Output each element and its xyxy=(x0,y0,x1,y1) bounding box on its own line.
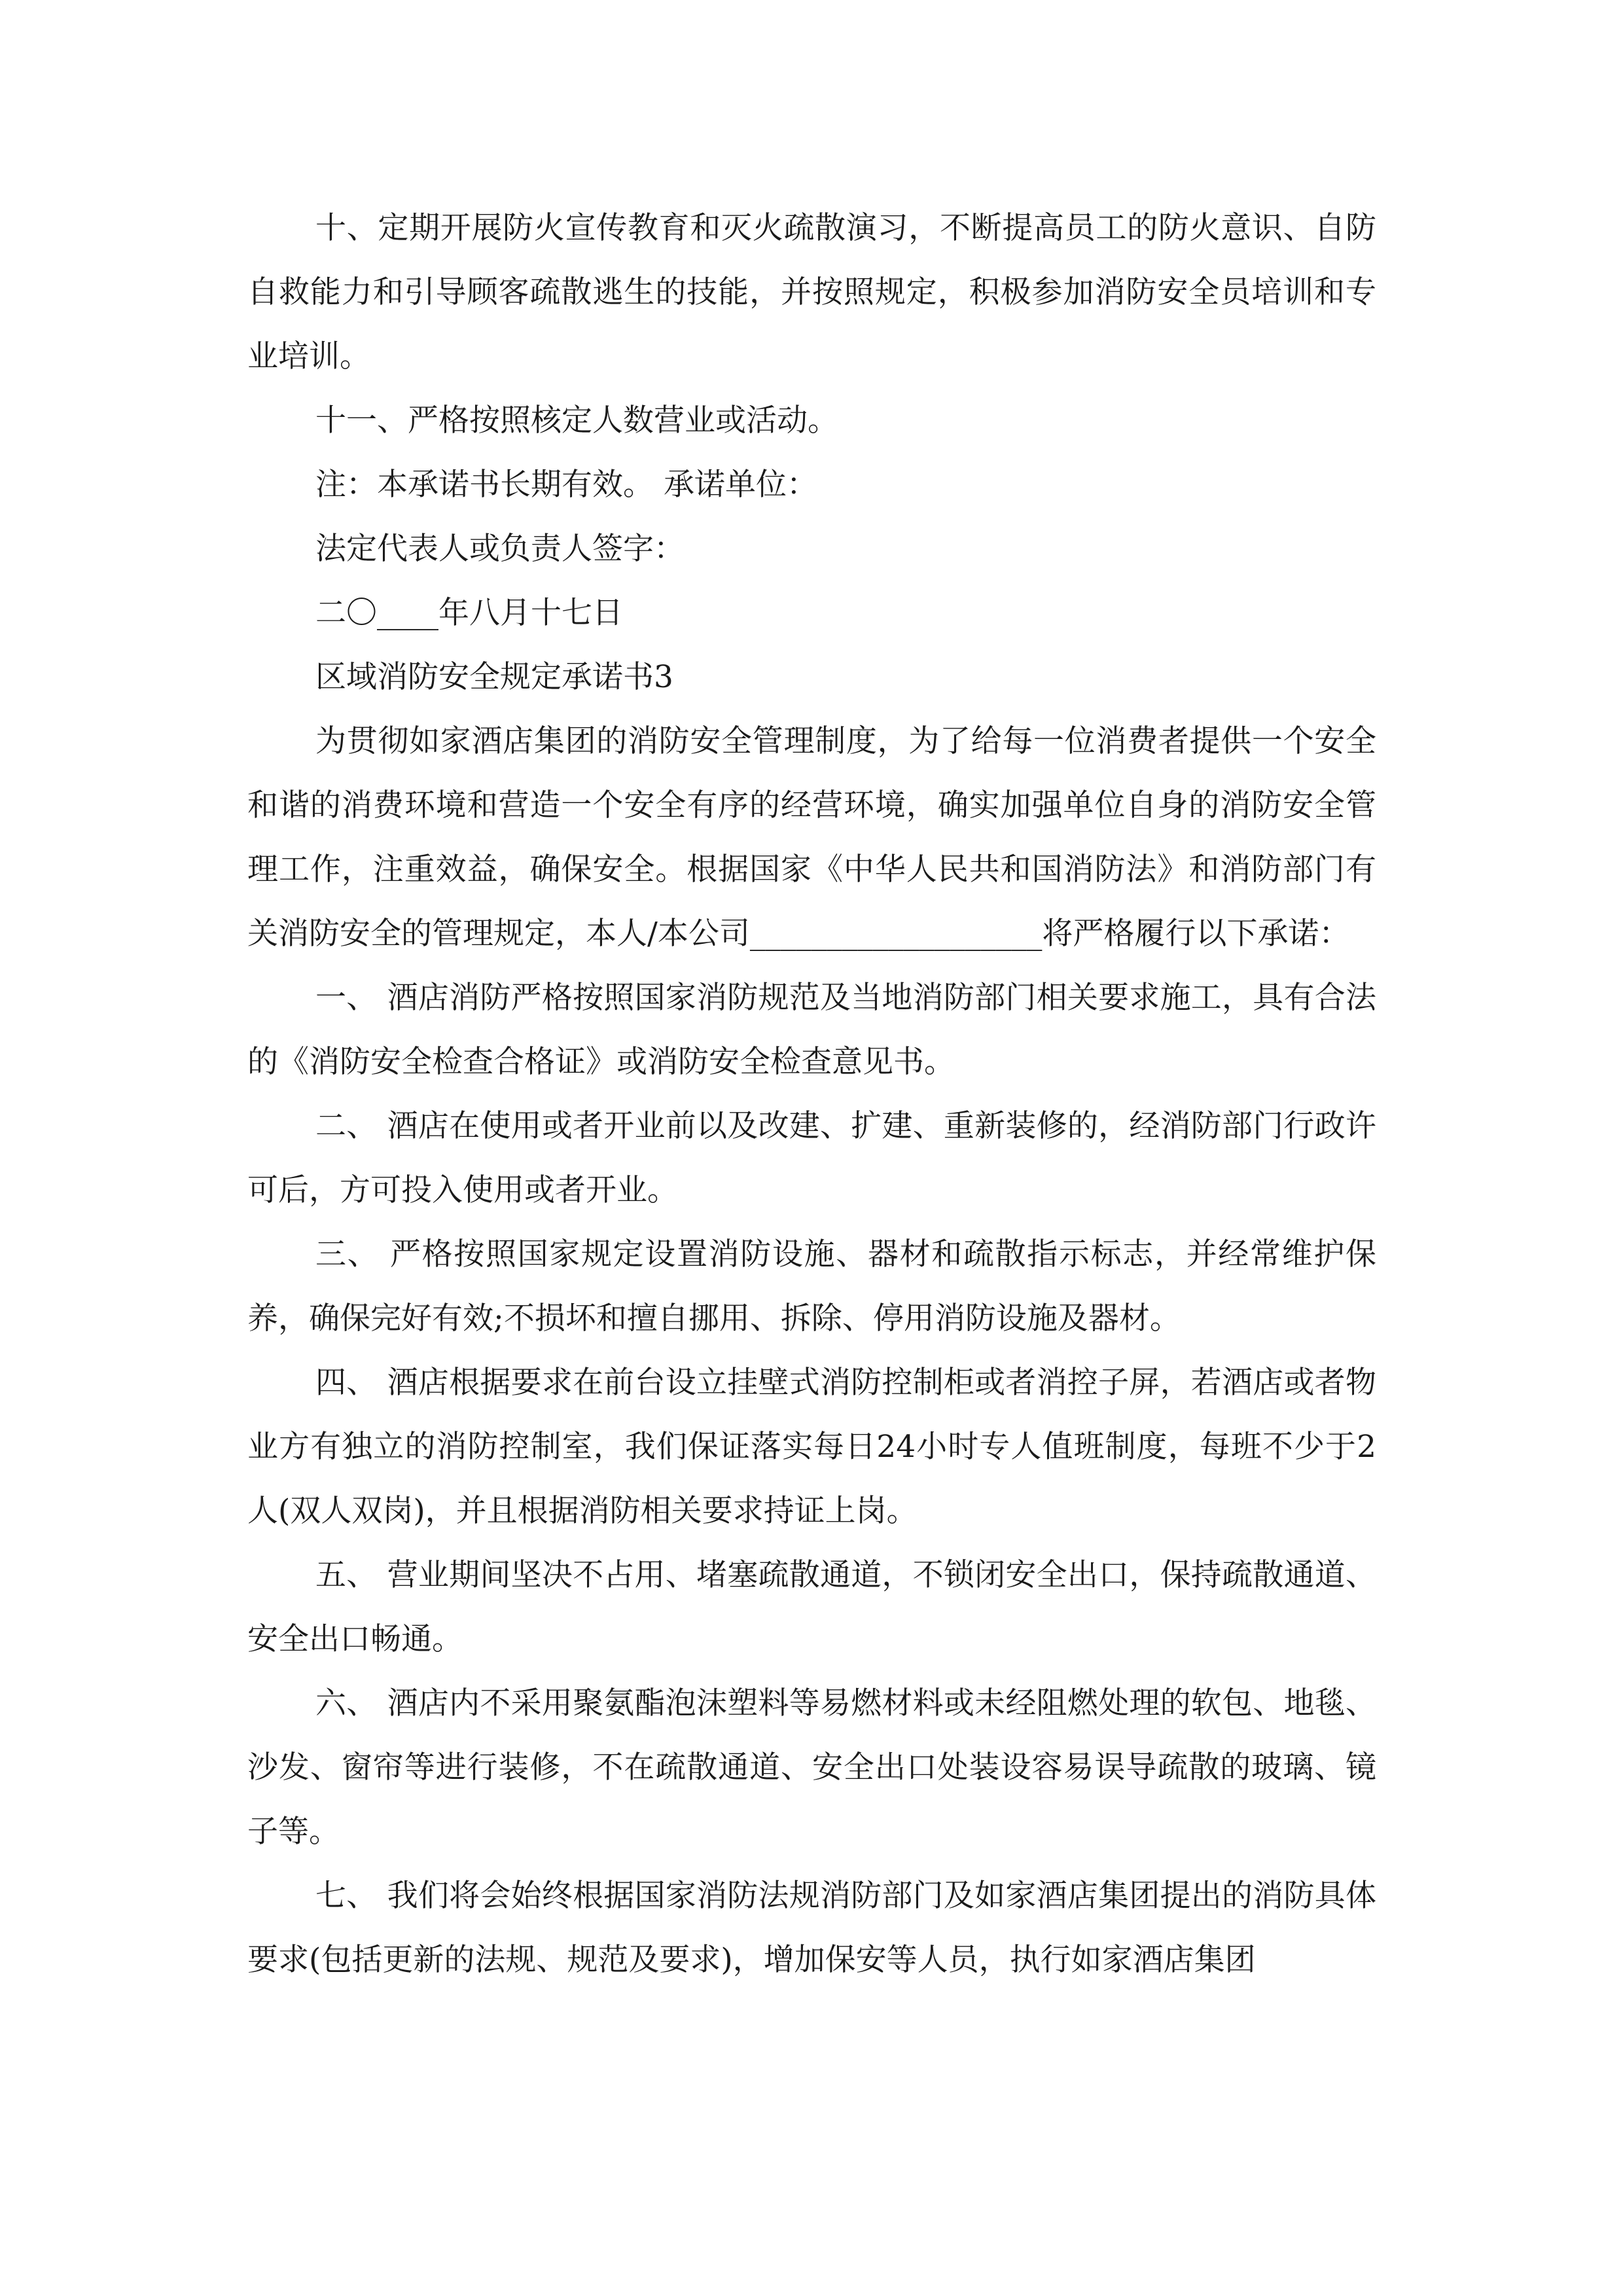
section-title: 区域消防安全规定承诺书3 xyxy=(315,659,673,695)
commitment-item-1: 一、 酒店消防严格按照国家消防规范及当地消防部门相关要求施工，具有合法的《消防安全检查合格证》或消防安全检查意见书。 xyxy=(247,980,1376,1080)
commitment-item-2: 二、 酒店在使用或者开业前以及改建、扩建、重新装修的，经消防部门行政许可后，方可投入使用或者开业。 xyxy=(247,1108,1376,1208)
paragraph-item-10: 十、定期开展防火宣传教育和灭火疏散演习，不断提高员工的防火意识、自防自救能力和引导顾客疏散逃生的技能，并按照规定，积极参加消防安全员培训和专业培训。 xyxy=(247,210,1376,374)
signature-line: 法定代表人或负责人签字： xyxy=(315,531,685,567)
validity-note: 注：本承诺书长期有效。 承诺单位： xyxy=(315,467,817,503)
commitment-item-6: 六、 酒店内不采用聚氨酯泡沫塑料等易燃材料或未经阻燃处理的软包、地毯、沙发、窗帘等进行装修，不在疏散通道、安全出口处装设容易误导疏散的玻璃、镜子等。 xyxy=(247,1685,1376,1850)
commitment-item-7: 七、 我们将会始终根据国家消防法规消防部门及如家酒店集团提出的消防具体要求(包括更新的法规、规范及要求)，增加保安等人员，执行如家酒店集团 xyxy=(247,1878,1376,1978)
date-line: 二〇____年八月十七日 xyxy=(315,595,623,631)
document-page xyxy=(247,196,1376,1992)
commitment-item-3: 三、 严格按照国家规定设置消防设施、器材和疏散指示标志，并经常维护保养，确保完好有效;不损坏和擅自挪用、拆除、停用消防设施及器材。 xyxy=(247,1236,1376,1336)
commitment-item-4: 四、 酒店根据要求在前台设立挂壁式消防控制柜或者消控子屏，若酒店或者物业方有独立的消防控制室，我们保证落实每日24小时专人值班制度，每班不少于2人(双人双岗)，并且根据消防相关要求持证上岗。 xyxy=(247,1365,1376,1529)
paragraph-item-11: 十一、严格按照核定人数营业或活动。 xyxy=(315,403,838,439)
commitment-item-5: 五、 营业期间坚决不占用、堵塞疏散通道，不锁闭安全出口，保持疏散通道、安全出口畅通。 xyxy=(247,1557,1376,1657)
intro-paragraph: 为贯彻如家酒店集团的消防安全管理制度，为了给每一位消费者提供一个安全和谐的消费环境和营造一个安全有序的经营环境，确实加强单位自身的消防安全管理工作，注重效益，确保安全。根据国家《中华人民共和国消防法》和消防部门有关消防安全的管理规定，本人/本公司___________________将严格履行以下承诺： xyxy=(247,723,1376,952)
